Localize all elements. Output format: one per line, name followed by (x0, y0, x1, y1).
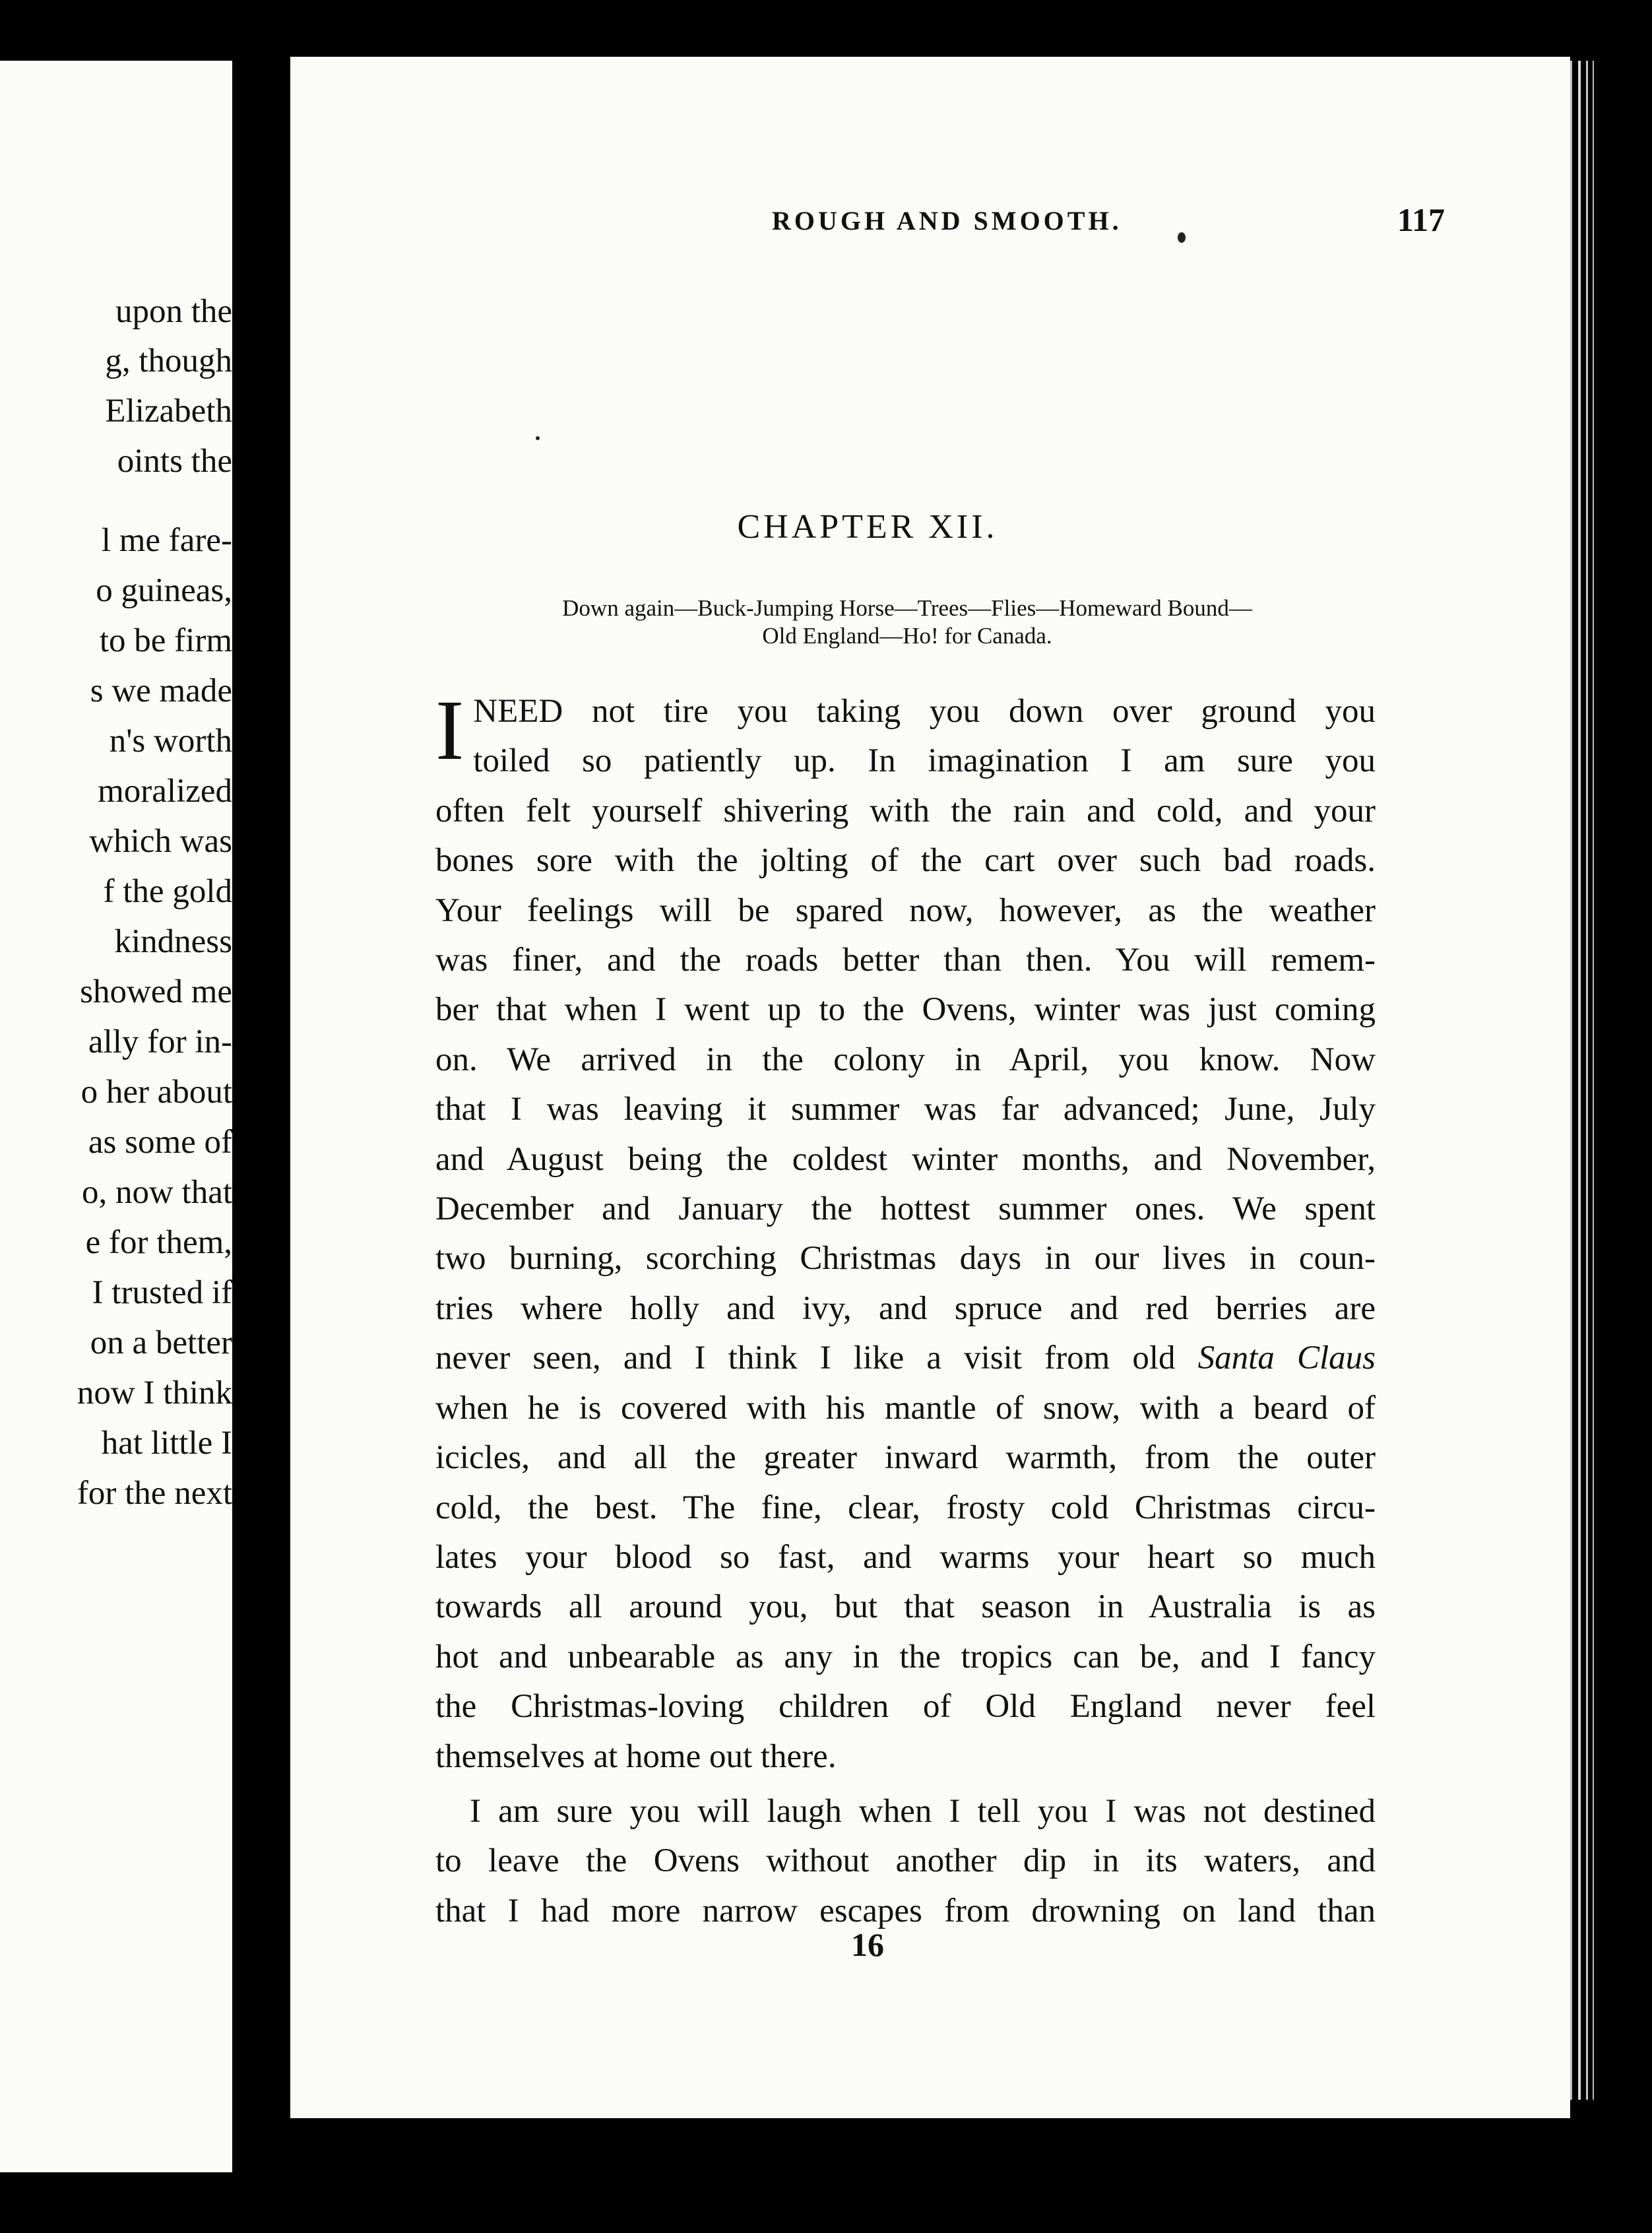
text-line: that I had more narrow escapes from drowning on land than (435, 1892, 1376, 1929)
page-number: 117 (1397, 201, 1445, 238)
text-line: lates your blood so fast, and warms your heart so much (435, 1538, 1376, 1576)
left-page-line: kindness (114, 923, 232, 960)
text-line: two burning, scorching Christmas days in our lives in coun- (435, 1240, 1376, 1278)
chapter-summary-line: Down again—Buck-Jumping Horse—Trees—Flies—Homeward Bound— (562, 595, 1252, 621)
left-page-line: moralized (98, 773, 232, 810)
text-line: hot and unbearable as any in the tropics can be, and I fancy (435, 1638, 1376, 1675)
left-page-line: now I think (77, 1375, 232, 1411)
left-page-line: oints the (117, 443, 232, 480)
paragraph (435, 1787, 1376, 1936)
left-page-line: to be firm (99, 622, 232, 659)
text-line: bones sore with the jolting of the cart over such bad roads. (435, 842, 1376, 880)
right-page (290, 57, 1570, 2118)
text-line: often felt yourself shivering with the rain and cold, and your (435, 792, 1376, 829)
left-page-line: showed me (80, 973, 232, 1010)
chapter-summary-line: Old England—Ho! for Canada. (762, 623, 1052, 649)
left-page-line: g, though (105, 342, 232, 379)
text-line: ber that when I went up to the Ovens, winter was just coming (435, 991, 1376, 1029)
page-edge (1586, 61, 1588, 2100)
left-page-line: for the next (77, 1475, 232, 1512)
text-line: when he is covered with his mantle of snow, with a beard of (435, 1389, 1376, 1427)
text-line: Your feelings will be spared now, however, as the weather (435, 891, 1376, 929)
left-page-line: s we made (90, 672, 232, 709)
text-line: December and January the hottest summer ones. We spent (435, 1190, 1376, 1228)
page-edge (1593, 61, 1594, 2100)
chapter-summary (439, 595, 1376, 650)
text-line: NEED not tire you taking you down over ground you (473, 693, 1376, 730)
text-line: and August being the coldest winter months, and November, (435, 1140, 1376, 1178)
text-line: was finer, and the roads better than then. You will remem- (435, 942, 1376, 979)
left-page-line: l me fare- (101, 522, 232, 559)
text-line: tries where holly and ivy, and spruce and red berries are (435, 1289, 1376, 1327)
text-line: icicles, and all the greater inward warmth, from the outer (435, 1439, 1376, 1477)
paragraph (435, 683, 1376, 1782)
left-page-line: ally for in- (88, 1023, 232, 1060)
text-line: towards all around you, but that season in Australia is as (435, 1588, 1376, 1626)
text-line (435, 1334, 1376, 1383)
left-page-line: e for them, (85, 1224, 232, 1261)
left-page-line: hat little I (101, 1425, 232, 1462)
left-page-line: o her about (80, 1074, 232, 1111)
text-line: cold, the best. The fine, clear, frosty cold Christmas circu- (435, 1489, 1376, 1526)
text-line: the Christmas-loving children of Old England never feel (435, 1688, 1376, 1726)
text-line: to leave the Ovens without another dip in its waters, and (435, 1842, 1376, 1880)
left-page-line: n's worth (109, 723, 232, 760)
left-page-line: o guineas, (96, 572, 232, 609)
left-page-line: f the gold (103, 873, 232, 910)
text-line: I am sure you will laugh when I tell you I was not destined (470, 1792, 1376, 1830)
left-page-line: which was (89, 823, 232, 860)
text-line: that I was leaving it summer was far advanced; June, July (435, 1091, 1376, 1128)
page-edge (1578, 61, 1581, 2100)
ink-speck (536, 436, 540, 440)
chapter-title: CHAPTER XII. (737, 508, 998, 546)
running-head: ROUGH AND SMOOTH. (772, 206, 1122, 236)
left-page-line: I trusted if (92, 1274, 232, 1311)
left-page-line: as some of (88, 1124, 232, 1161)
text-segment: never seen, and I think I like a visit from old (435, 1340, 1198, 1377)
left-page-line: Elizabeth (105, 393, 232, 430)
italic-name: Santa Claus (1197, 1340, 1376, 1377)
text-line: on. We arrived in the colony in April, you know. Now (435, 1041, 1376, 1078)
text-line: themselves at home out there. (435, 1737, 837, 1775)
left-page-line: upon the (115, 293, 232, 330)
drop-cap: I (435, 683, 464, 778)
left-page-line: on a better (90, 1324, 232, 1361)
left-page-line: o, now that (81, 1174, 232, 1211)
body-text (435, 683, 1376, 1936)
text-line: toiled so patiently up. In imagination I am sure you (473, 742, 1376, 780)
ink-speck (1178, 232, 1186, 243)
signature-mark: 16 (851, 1926, 884, 1963)
left-page (0, 61, 232, 2172)
